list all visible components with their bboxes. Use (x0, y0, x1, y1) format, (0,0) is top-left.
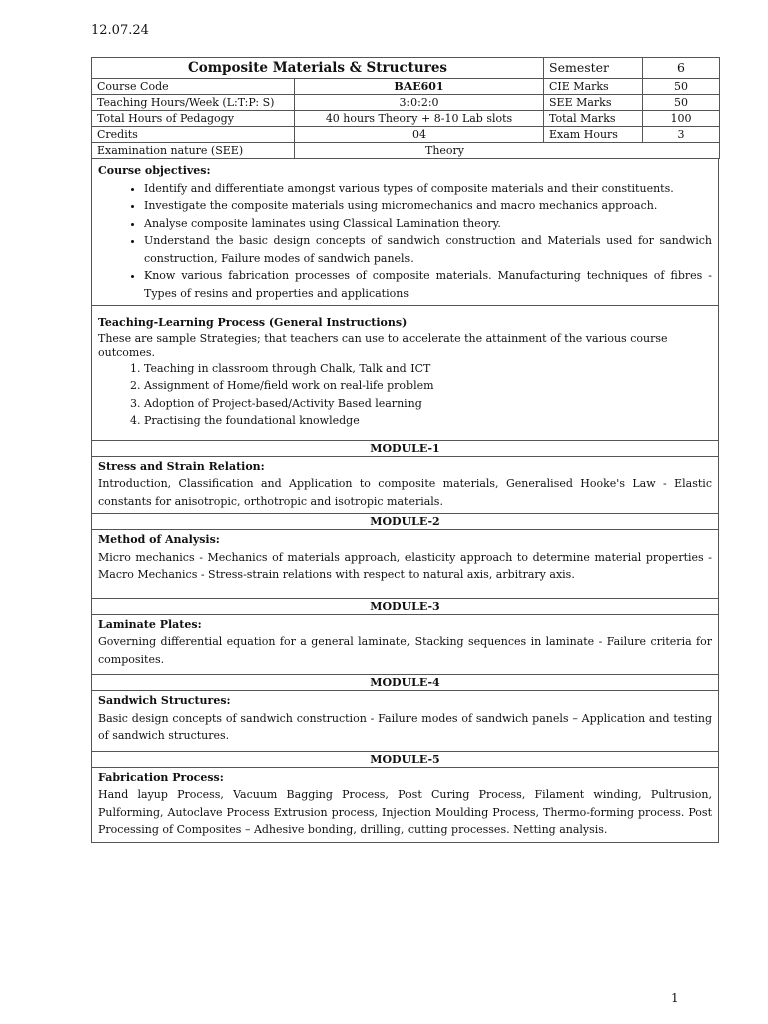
module-body (91, 530, 719, 599)
row-label: Exam Hours (544, 127, 643, 143)
list-item: • Identify and differentiate amongst various types of composite materials and their constituents. (144, 180, 712, 198)
header-row (92, 111, 720, 127)
module-body (91, 768, 719, 843)
header-row (92, 95, 720, 111)
list-item: • Understand the basic design concepts of sandwich construction and Materials used for sandwich construction, Failure modes of sandwich panels. (144, 232, 712, 267)
module-text: Micro mechanics - Mechanics of materials approach, elasticity approach to determine material properties - Macro Mechanics - Stress-strain relations with respect to natural axis, arbitrary axis. (98, 550, 712, 581)
list-item: • Analyse composite laminates using Classical Lamination theory. (144, 215, 712, 233)
row-value: 50 (643, 95, 720, 111)
page-number: 1 (671, 991, 679, 1005)
module-heading: MODULE-2 (91, 514, 719, 530)
row-value: 3:0:2:0 (295, 95, 544, 111)
row-label: Credits (92, 127, 295, 143)
section-title: Course objectives: (98, 164, 211, 177)
module-title: Stress and Strain Relation: (98, 459, 265, 473)
exam-nature-value: Theory (295, 143, 720, 159)
module-text: Governing differential equation for a general laminate, Stacking sequences in laminate - Failure criteria for composites. (98, 635, 712, 666)
row-label: Teaching Hours/Week (L:T:P: S) (92, 95, 295, 111)
header-row (92, 127, 720, 143)
module-text: Introduction, Classification and Application to composite materials, Generalised Hooke's Law - Elastic constants for anisotropic, orthotropic and isotropic materials. (98, 477, 712, 508)
row-value: 100 (643, 111, 720, 127)
module-heading: MODULE-5 (91, 752, 719, 768)
module-body (91, 615, 719, 676)
section-intro: These are sample Strategies; that teachers can use to accelerate the attainment of the various course outcomes. (98, 331, 668, 359)
exam-nature-label: Examination nature (SEE) (92, 143, 295, 159)
row-label: Total Hours of Pedagogy (92, 111, 295, 127)
module-title: Fabrication Process: (98, 770, 224, 784)
course-title: Composite Materials & Structures (92, 58, 544, 79)
list-item: • Know various fabrication processes of composite materials. Manufacturing techniques of fibres - Types of resins and properties and applications (144, 267, 712, 302)
module-body (91, 691, 719, 752)
semester-label: Semester (544, 58, 643, 79)
row-label: Total Marks (544, 111, 643, 127)
module-title: Sandwich Structures: (98, 694, 231, 707)
strategies-list (98, 360, 712, 430)
date: 12.07.24 (91, 23, 149, 38)
list-item: 4. Practising the foundational knowledge (144, 412, 712, 430)
row-label: SEE Marks (544, 95, 643, 111)
row-value: 3 (643, 127, 720, 143)
list-item: 2. Assignment of Home/field work on real-life problem (144, 377, 712, 395)
row-label: CIE Marks (544, 79, 643, 95)
syllabus-document (91, 57, 719, 843)
title-row (92, 58, 720, 79)
module-heading: MODULE-4 (91, 675, 719, 691)
teaching-learning-section (91, 306, 719, 441)
list-item: 1. Teaching in classroom through Chalk, Talk and ICT (144, 360, 712, 378)
row-value: 40 hours Theory + 8-10 Lab slots (295, 111, 544, 127)
course-code-value: BAE601 (295, 79, 544, 95)
row-label: Course Code (92, 79, 295, 95)
list-item: • Investigate the composite materials using micromechanics and macro mechanics approach. (144, 197, 712, 215)
row-value: 50 (643, 79, 720, 95)
course-header-table (91, 57, 720, 159)
row-value: 04 (295, 127, 544, 143)
objectives-list (98, 180, 712, 303)
semester-value: 6 (643, 58, 720, 79)
section-title: Teaching-Learning Process (General Instructions) (98, 316, 408, 329)
module-title: Method of Analysis: (98, 533, 220, 546)
module-heading: MODULE-3 (91, 599, 719, 615)
exam-nature-row (92, 143, 720, 159)
course-objectives-section (91, 159, 719, 306)
module-body (91, 457, 719, 515)
module-heading: MODULE-1 (91, 441, 719, 457)
module-text: Hand layup Process, Vacuum Bagging Process, Post Curing Process, Filament winding, Pultrusion, Pulforming, Autoclave Process Extrusion process, Injection Moulding Process, Thermo-forming process. Post Processing of Composites – Adhesive bonding, drilling, cutting processes. Netting analysis. (98, 788, 712, 836)
module-title: Laminate Plates: (98, 617, 202, 631)
module-text: Basic design concepts of sandwich construction - Failure modes of sandwich panels – Application and testing of sandwich structures. (98, 711, 712, 742)
header-row (92, 79, 720, 95)
list-item: 3. Adoption of Project-based/Activity Based learning (144, 395, 712, 413)
